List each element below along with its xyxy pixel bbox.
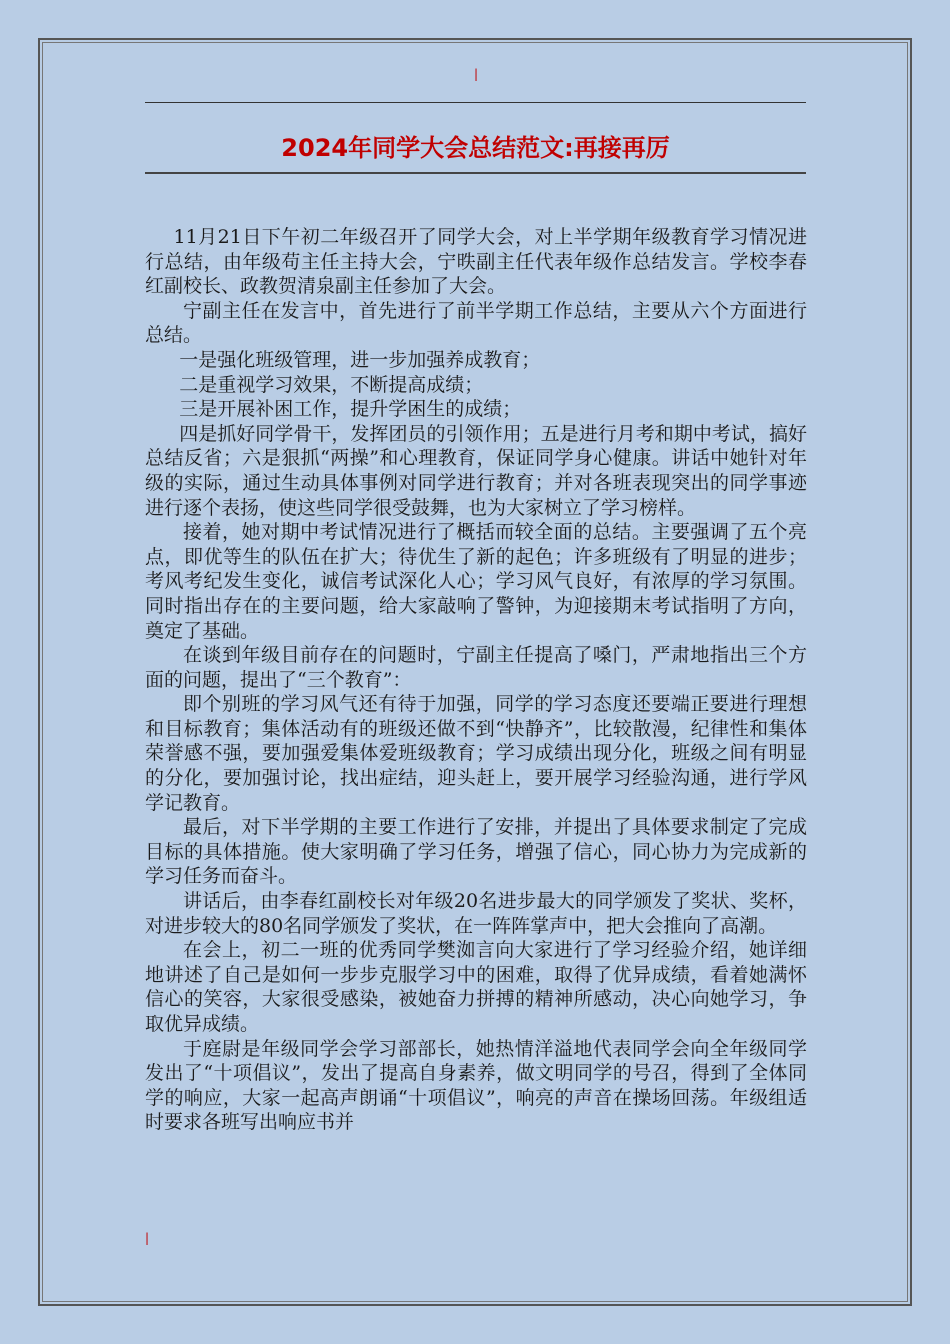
paragraph: 最后，对下半学期的主要工作进行了安排，并提出了具体要求制定了完成目标的具体措施。使大家明确了学习任务，增强了信心，同心协力为完成新的学习任务而奋斗。 xyxy=(145,816,807,888)
document-title: 2024年同学大会总结范文:再接再厉 xyxy=(281,134,670,162)
list-item: 三是开展补困工作，提升学困生的成绩； xyxy=(179,398,522,421)
paragraph: 即个别班的学习风气还有待于加强，同学的学习态度还要端正要进行理想和目标教育；集体活动有的班级还做不到“快静齐”，比较散漫，纪律性和集体荣誉感不强，要加强爱集体爱班级教育；学习成绩出现分化，班级之间有明显的分化，要加强讨论，找出症结，迎头赶上，要开展学习经验沟通，进行学风学记教育。 xyxy=(145,693,807,814)
footer-mark: | xyxy=(145,1231,150,1245)
header-mark: | xyxy=(474,67,479,81)
title-rule xyxy=(145,172,806,174)
paragraph: 讲话后，由李春红副校长对年级20名进步最大的同学颁发了奖状、奖杯，对进步较大的80名同学颁发了奖状，在一阵阵掌声中，把大会推向了高潮。 xyxy=(145,890,807,937)
header-rule xyxy=(145,102,806,103)
paragraph: 在谈到年级目前存在的问题时，宁副主任提高了嗓门，严肃地指出三个方面的问题，提出了“三个教育”： xyxy=(145,644,807,691)
paragraph: 接着，她对期中考试情况进行了概括而较全面的总结。主要强调了五个亮点，即优等生的队伍在扩大；待优生了新的起色；许多班级有了明显的进步；考风考纪发生变化，诚信考试深化人心；学习风气良好，有浓厚的学习氛围。同时指出存在的主要问题，给大家敲响了警钟，为迎接期末考试指明了方向，奠定了基础。 xyxy=(145,521,807,642)
document-body xyxy=(145,225,807,1135)
paragraph: 宁副主任在发言中，首先进行了前半学期工作总结，主要从六个方面进行总结。 xyxy=(145,299,807,347)
paragraph: 在会上，初二一班的优秀同学樊洳言向大家进行了学习经验介绍，她详细地讲述了自己是如何一步步克服学习中的困难，取得了优异成绩，看着她满怀信心的笑容，大家很受感染，被她奋力拼搏的精神所感动，决心向她学习，争取优异成绩。 xyxy=(145,939,807,1035)
list-item: 一是强化班级管理，进一步加强养成教育； xyxy=(179,348,541,371)
paragraph: 四是抓好同学骨干，发挥团员的引领作用；五是进行月考和期中考试，搞好总结反省；六是狠抓“两操”和心理教育，保证同学身心健康。讲话中她针对年级的实际，通过生动具体事例对同学进行教育；并对各班表现突出的同学事迹进行逐个表扬，使这些同学很受鼓舞，也为大家树立了学习榜样。 xyxy=(145,422,807,519)
paragraph: 于庭尉是年级同学会学习部部长，她热情洋溢地代表同学会向全年级同学发出了“十项倡议”，发出了提高自身素养，做文明同学的号召，得到了全体同学的响应，大家一起高声朗诵“十项倡议”，响亮的声音在操场回荡。年级组适时要求各班写出响应书并 xyxy=(145,1037,807,1134)
paragraph: 11月21日下午初二年级召开了同学大会，对上半学期年级教育学习情况进行总结，由年级苟主任主持大会，宁昳副主任代表年级作总结发言。学校李春红副校长、政教贺清泉副主任参加了大会。 xyxy=(145,226,807,298)
list-item: 二是重视学习效果，不断提高成绩； xyxy=(179,373,484,396)
